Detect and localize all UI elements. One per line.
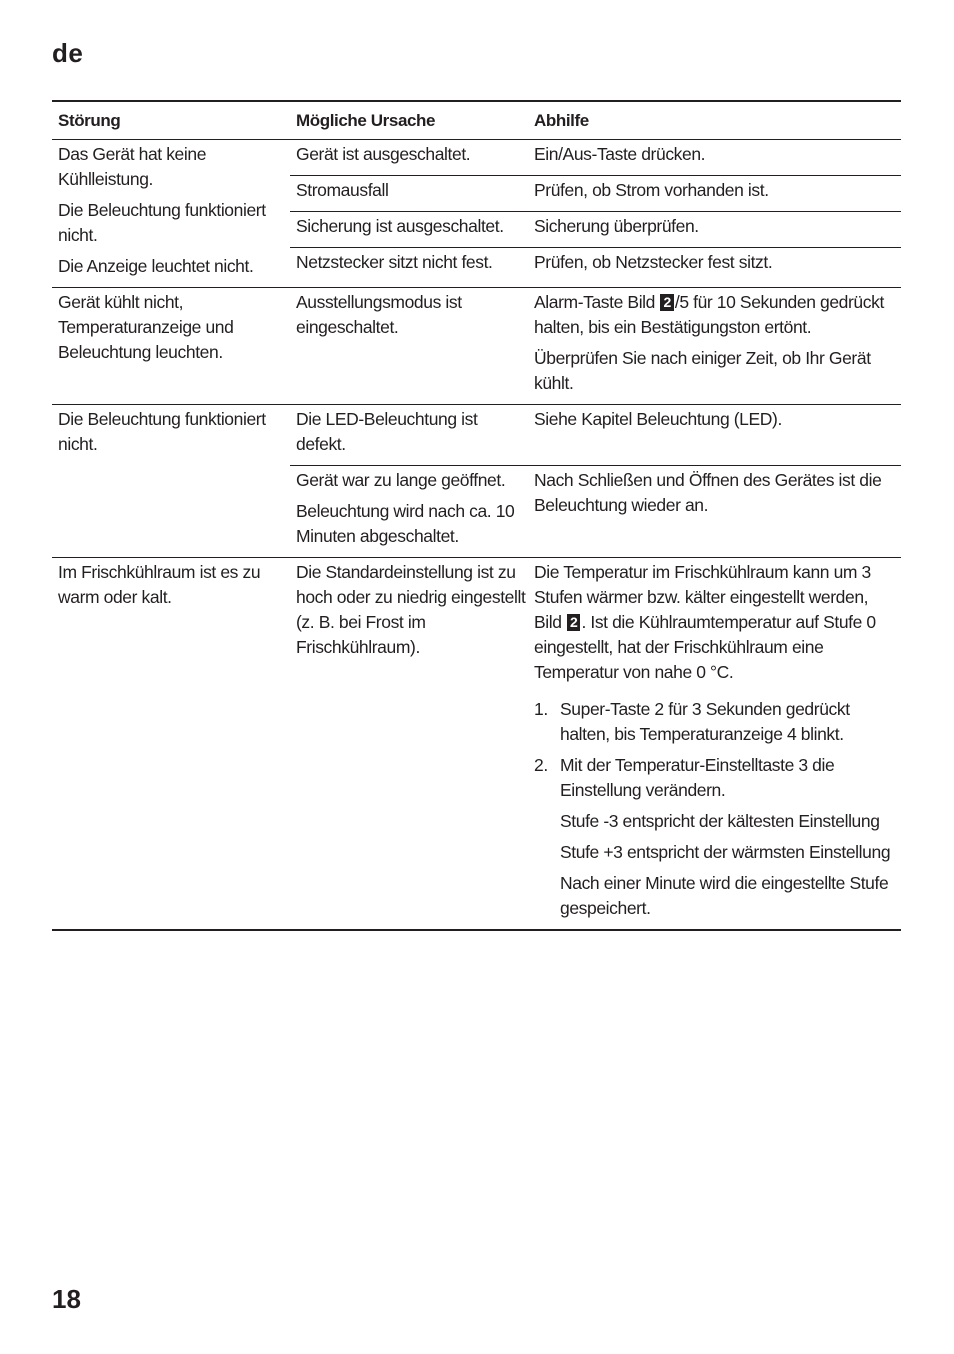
fault-text: Das Gerät hat keine Kühlleistung. (58, 144, 207, 189)
remedy-text (534, 290, 895, 340)
cause-cell: Netzstecker sitzt nicht fest. (296, 252, 493, 272)
remedy-cell: Nach Schließen und Öffnen des Gerätes ist die Beleuchtung wieder an. (534, 470, 882, 515)
cause-cell (290, 466, 528, 557)
header-remedy: Abhilfe (534, 111, 589, 130)
list-item (534, 753, 895, 803)
fault-cell: Gerät kühlt nicht, Temperaturanzeige und Beleuchtung leuchten. (58, 292, 234, 362)
cause-cell: Gerät ist ausgeschaltet. (296, 144, 471, 164)
step-note: Nach einer Minute wird die eingestellte Stufe gespeichert. (560, 873, 889, 918)
cause-cell: Ausstellungsmodus ist eingeschaltet. (296, 292, 462, 337)
remedy-cell (528, 558, 901, 929)
page-number: 18 (52, 1284, 81, 1314)
language-label: de (52, 38, 84, 68)
table-row (290, 140, 901, 175)
table-row (290, 211, 901, 247)
cause-text: Gerät war zu lange geöffnet. (296, 470, 506, 490)
fault-cell: Im Frischkühlraum ist es zu warm oder kalt. (58, 562, 261, 607)
step-text: Super-Taste 2 für 3 Sekunden gedrückt halten, bis Temperaturanzeige 4 blinkt. (560, 699, 850, 744)
step-note: Stufe +3 entspricht der wärmsten Einstellung (560, 842, 891, 862)
cause-cell: Die LED-Beleuchtung ist defekt. (296, 409, 478, 454)
remedy-text-part: Alarm-Taste Bild (534, 292, 660, 312)
remedy-text (534, 560, 895, 685)
list-item (534, 697, 895, 747)
table-row (290, 558, 901, 929)
table-row-group (52, 140, 901, 288)
remedy-cell: Ein/Aus-Taste drücken. (534, 144, 706, 164)
remedy-cell: Prüfen, ob Strom vorhanden ist. (534, 180, 769, 200)
fault-cell: Die Beleuchtung funktioniert nicht. (58, 409, 266, 454)
table-header (52, 102, 901, 140)
table-row (290, 405, 901, 465)
table-row (290, 247, 901, 283)
step-number: 2. (534, 755, 548, 775)
fault-text: Die Beleuchtung funktioniert nicht. (58, 200, 266, 245)
table-row (290, 288, 901, 404)
fault-cell (52, 140, 290, 287)
remedy-text: Überprüfen Sie nach einiger Zeit, ob Ihr Gerät kühlt. (534, 348, 871, 393)
remedy-cell: Siehe Kapitel Beleuchtung (LED). (534, 409, 782, 429)
remedy-text-part: Die Temperatur im Frischkühlraum kann um 3 Stufen wärmer bzw. kälter eingestellt werden, Bild (534, 562, 871, 632)
steps-list (534, 697, 895, 803)
cause-cell: Die Standardeinstellung ist zu hoch oder zu niedrig eingestellt (z. B. bei Frost im Frischkühlraum). (296, 562, 526, 657)
table-row-group (52, 558, 901, 931)
step-note: Stufe -3 entspricht der kältesten Einstellung (560, 811, 880, 831)
step-text: Mit der Temperatur-Einstelltaste 3 die Einstellung verändern. (560, 755, 835, 800)
cause-cell: Sicherung ist ausgeschaltet. (296, 216, 504, 236)
fault-text: Die Anzeige leuchtet nicht. (58, 256, 254, 276)
remedy-cell: Sicherung überprüfen. (534, 216, 699, 236)
cause-text: Beleuchtung wird nach ca. 10 Minuten abgeschaltet. (296, 501, 515, 546)
table-row-group (52, 405, 901, 558)
troubleshooting-table (52, 100, 901, 931)
remedy-text-part: /5 für 10 Sekunden gedrückt halten, bis ein Bestätigungston ertönt. (534, 292, 884, 337)
cause-cell: Stromausfall (296, 180, 389, 200)
table-row (290, 175, 901, 211)
table-row-group (52, 288, 901, 405)
header-cause: Mögliche Ursache (296, 111, 436, 130)
remedy-cell (528, 288, 901, 404)
figure-reference-badge: 2 (567, 614, 580, 631)
table-row (290, 465, 901, 557)
remedy-cell: Prüfen, ob Netzstecker fest sitzt. (534, 252, 773, 272)
figure-reference-badge: 2 (660, 294, 673, 311)
header-fault: Störung (58, 111, 121, 130)
step-number: 1. (534, 699, 548, 719)
remedy-text-part: . Ist die Kühlraumtemperatur auf Stufe 0 eingestellt, hat der Frischkühlraum eine Temperatur von nahe 0 °C. (534, 612, 876, 682)
